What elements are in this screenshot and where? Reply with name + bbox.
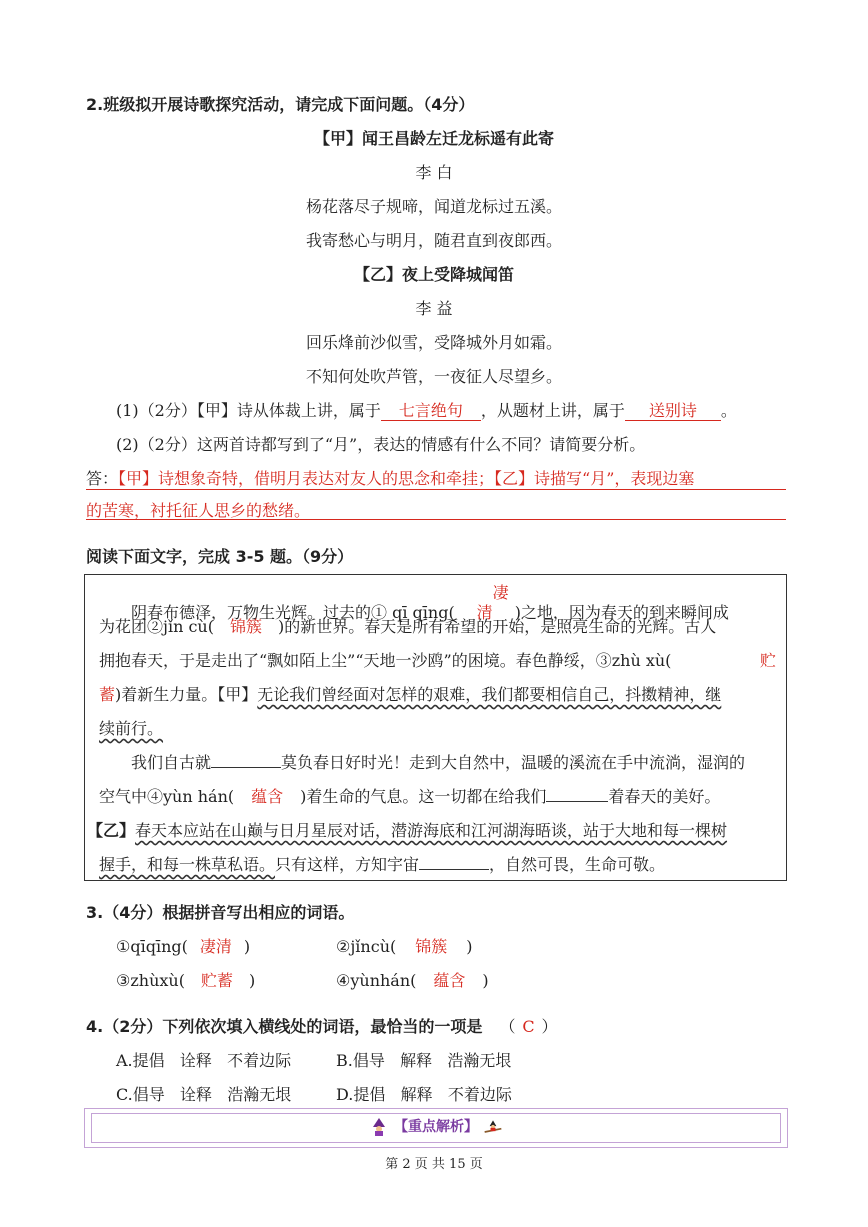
poem-yi-line1: 回乐烽前沙似雪，受降城外月如霜。: [305, 333, 562, 352]
p7-c: 着春天的美好。: [608, 787, 721, 806]
poem-jia-author: 李 白: [415, 163, 453, 182]
passage-line-7: [99, 787, 776, 807]
q2-sub1-answer2: 送别诗: [625, 402, 721, 421]
passage-line-5: [99, 719, 776, 739]
poem-yi-line2: 不知何处吹芦管，一夜征人尽望乡。: [305, 367, 562, 386]
q3-item-4: [336, 968, 489, 991]
q3-item-2: [336, 934, 472, 957]
q2-sub1-answer1: 七言绝句: [381, 402, 481, 421]
q4-option-c: C.倡导 诠释 浩瀚无垠: [116, 1085, 292, 1104]
q3-item-3-pinyin: ③zhùxù(: [116, 971, 185, 990]
q3-item-1-answer: 凄清: [199, 937, 232, 956]
q3-item-2-close: ): [466, 937, 473, 956]
q2-sub2: (2)（2分）这两首诗都写到了“月”，表达的情感有什么不同？请简要分析。: [116, 435, 646, 454]
p2-a: 为花团②jǐn cù(: [99, 617, 214, 636]
q2-sub1: [116, 398, 737, 421]
poem-jia-line1: 杨花落尽子规啼，闻道龙标过五溪。: [305, 197, 562, 216]
witch-icon: [369, 1117, 389, 1137]
passage-line-9: [99, 855, 776, 875]
q2-answer-line2: 的苦寒，衬托征人思乡的愁绪。: [86, 501, 311, 520]
q3-item-2-answer: 锦簇: [415, 937, 448, 956]
blank-3: [419, 855, 489, 870]
q3-item-1-close: ): [243, 937, 251, 956]
q3-item-1-pinyin: ①qīqīng(: [116, 937, 188, 956]
question-4-title-row: [86, 1014, 557, 1037]
q4-option-b: B.倡导 解释 浩瀚无垠: [336, 1051, 512, 1070]
p4-a: )着新生力量。: [115, 685, 218, 704]
q3-item-3-close: ): [248, 971, 256, 990]
p6-a: 我们自古就: [131, 753, 212, 772]
p2-b: )的新世界。春天是所有希望的开始，是照亮生命的光辉。古人: [277, 617, 717, 636]
answer-text-1: 【甲】诗想象奇特，借明月表达对友人的思念和牵挂；【乙】诗描写“月”，表现边塞: [118, 469, 695, 488]
q4-answer: C: [522, 1017, 535, 1036]
p4-answer: 蓄: [99, 685, 116, 704]
question-3-title: 3.（4分）根据拼音写出相应的词语。: [86, 903, 355, 922]
q3-item-4-close: ): [482, 971, 489, 990]
q3-item-4-pinyin: ④yùnhán(: [336, 971, 417, 990]
p2-answer: 锦簇: [229, 617, 262, 636]
q2-answer-line1: [86, 466, 694, 489]
poem-yi-author: 李 益: [415, 299, 453, 318]
key-analysis-label: 【重点解析】: [394, 1119, 478, 1135]
p3-answer: 贮: [759, 651, 776, 670]
q4-option-d: D.提倡 解释 不着边际: [336, 1085, 512, 1104]
q3-item-3-answer: 贮蓄: [200, 971, 233, 990]
q3-item-1: [116, 934, 250, 957]
q4-paren-close: ）: [541, 1017, 558, 1036]
p1-b: )之地，因为春天的到来瞬间成: [514, 603, 729, 622]
question-2-title: 2.班级拟开展诗歌探究活动，请完成下面问题。（4分）: [86, 95, 475, 114]
page-number: 第 2 页 共 15 页: [385, 1157, 483, 1172]
poem-yi-title: 【乙】夜上受降城闻笛: [353, 265, 514, 284]
q4-paren-open: （: [499, 1017, 516, 1036]
p9-c: ，自然可畏，生命可敬。: [489, 855, 666, 874]
reading-title: 阅读下面文字，完成 3-5 题。（9分）: [86, 547, 354, 566]
p9-a: 握手，和每一株草私语。: [99, 855, 276, 874]
passage-line-6: [85, 753, 776, 773]
q2-sub1-mid: ，从题材上讲，属于: [480, 401, 625, 420]
passage-line-8: [85, 821, 776, 841]
answer-label: 答：: [86, 469, 119, 488]
q4-option-a: A.提倡 诠释 不着边际: [116, 1051, 292, 1070]
key-analysis-label-row: [85, 1116, 787, 1137]
answer-underline-2: [86, 519, 786, 520]
p6-b: 莫负春日好时光！走到大自然中，温暖的溪流在手中流淌，湿润的: [281, 753, 746, 772]
p1-answer: 凄清: [476, 583, 509, 622]
q3-item-4-answer: 蕴含: [433, 971, 466, 990]
key-analysis-box: [84, 1108, 788, 1148]
blank-1: [211, 753, 281, 768]
p8-a: 春天本应站在山巅与日月星辰对话，潜游海底和江河湖海晤谈，站于大地和每一棵树: [135, 821, 728, 840]
q2-sub1-end: 。: [720, 401, 737, 420]
p3-a: 拥抱春天，于是走出了“飘如陌上尘”“天地一沙鸥”的困境。春色静绥，③zhù xù(: [99, 651, 672, 670]
question-4-title: 4.（2分）下列依次填入横线处的词语，最恰当的一项是: [86, 1017, 483, 1036]
answer-underline-1: [86, 489, 786, 490]
reading-passage-box: [84, 574, 787, 881]
passage-line-2: [99, 617, 776, 637]
p9-b: 只有这样，方知宇宙: [275, 855, 420, 874]
p8-yi: 【乙】: [87, 821, 136, 840]
p5: 续前行。: [99, 719, 164, 738]
passage-line-4: [99, 685, 776, 705]
p7-b: )着生命的气息。这一切都在给我们: [300, 787, 547, 806]
poem-jia-title: 【甲】闻王昌龄左迁龙标遥有此寄: [313, 129, 554, 148]
p4-jia: 【甲】: [217, 685, 258, 704]
p4-b: 无论我们曾经面对怎样的艰难，我们都要相信自己，抖擞精神，继: [257, 685, 722, 704]
poem-jia-line2: 我寄愁心与明月，随君直到夜郎西。: [305, 231, 562, 250]
witch-on-broom-icon: [483, 1117, 503, 1137]
q3-item-3: [116, 968, 255, 991]
p7-answer: 蕴含: [251, 787, 284, 806]
p7-a: 空气中④yùn hán(: [99, 787, 235, 806]
q2-sub1-prefix: (1)（2分）【甲】诗从体裁上讲，属于: [116, 401, 381, 420]
blank-2: [546, 787, 608, 802]
passage-line-3: [99, 651, 776, 671]
q3-item-2-pinyin: ②jǐncù(: [336, 937, 397, 956]
p1-a: 阴春布德泽，万物生光辉。过去的① qī qīng(: [131, 603, 455, 622]
